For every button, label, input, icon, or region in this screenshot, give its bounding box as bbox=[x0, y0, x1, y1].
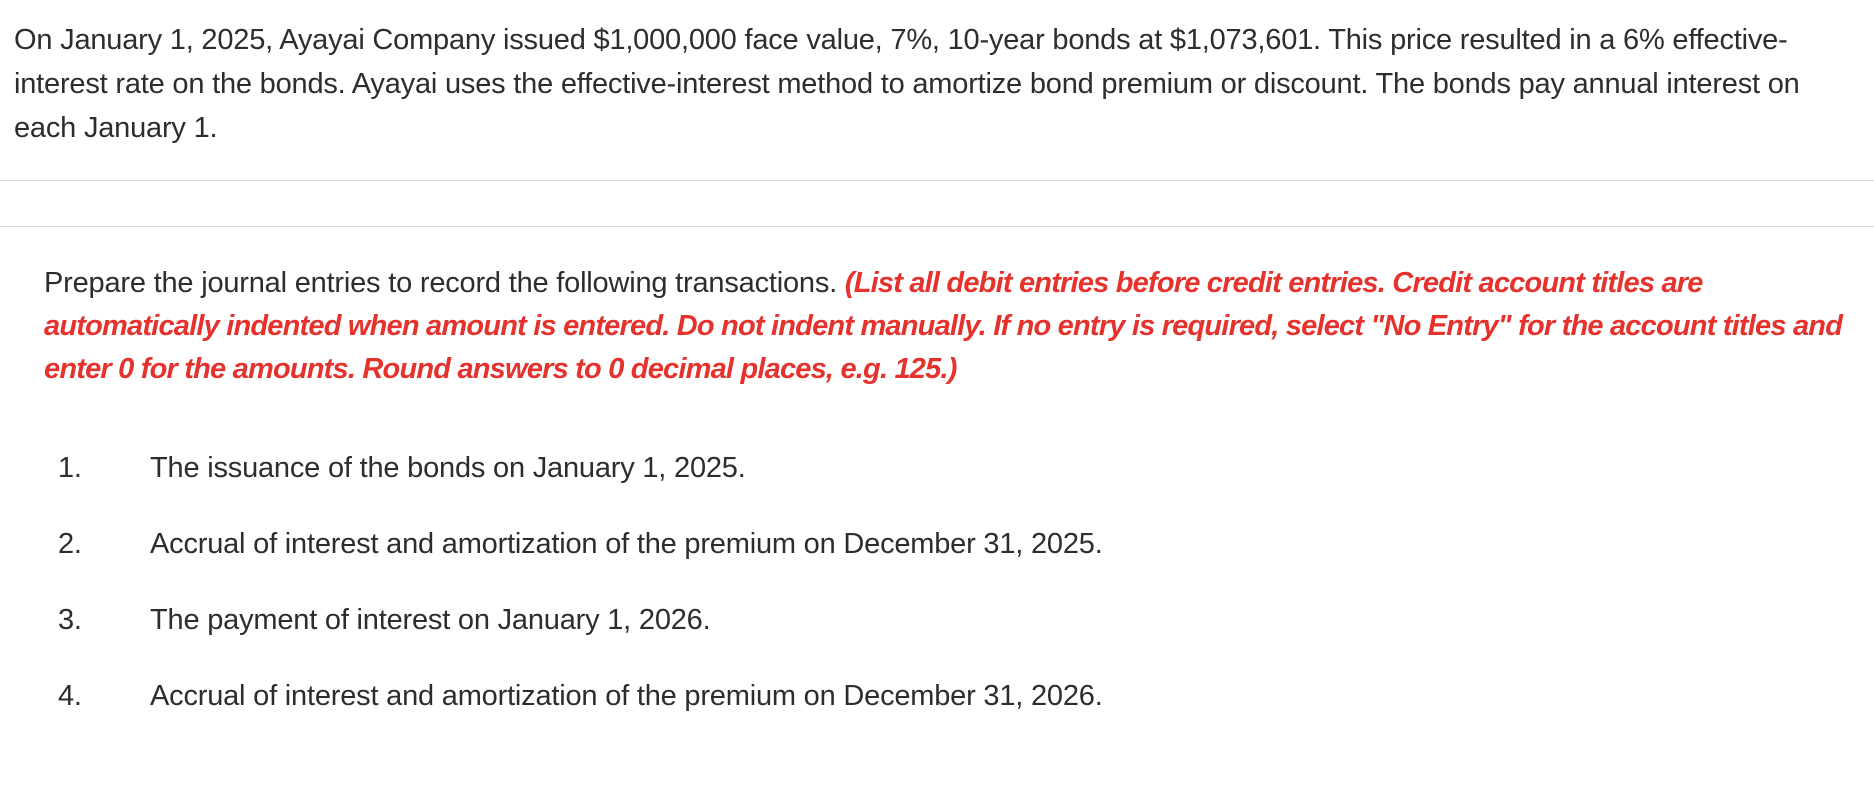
transaction-number: 4. bbox=[58, 680, 82, 712]
transaction-text: The issuance of the bonds on January 1, 2025. bbox=[150, 452, 746, 484]
transaction-text: The payment of interest on January 1, 2026. bbox=[150, 604, 711, 636]
transaction-number: 3. bbox=[58, 604, 82, 636]
transaction-item-3 bbox=[58, 604, 1558, 680]
transactions-list bbox=[58, 452, 1558, 756]
problem-statement: On January 1, 2025, Ayayai Company issued $1,000,000 face value, 7%, 10-year bonds at $1,073,601. This price resulted in a 6% effective-interest rate on the bonds. Ayayai uses the effective-interest method to amortize bond premium or discount. The bonds pay annual interest on each January 1. bbox=[14, 24, 1800, 144]
transaction-number: 1. bbox=[58, 452, 82, 484]
instructions-lead: Prepare the journal entries to record the following transactions. bbox=[44, 267, 837, 299]
section-divider bbox=[0, 226, 1874, 227]
transaction-text: Accrual of interest and amortization of the premium on December 31, 2026. bbox=[150, 680, 1103, 712]
transaction-text: Accrual of interest and amortization of the premium on December 31, 2025. bbox=[150, 528, 1103, 560]
instructions-note: (List all debit entries before credit entries. Credit account titles are automatically indented when amount is entered. Do not indent manually. If no entry is required, select "No Entry" for the account titles and enter 0 for the amounts. Round answers to 0 decimal places, e.g. 125.) bbox=[44, 267, 1843, 385]
problem-panel bbox=[0, 0, 1874, 181]
instructions-paragraph bbox=[44, 262, 1844, 391]
transaction-number: 2. bbox=[58, 528, 82, 560]
transaction-item-1 bbox=[58, 452, 1558, 528]
transaction-item-4 bbox=[58, 680, 1558, 756]
instructions-panel bbox=[44, 262, 1844, 391]
transaction-item-2 bbox=[58, 528, 1558, 604]
